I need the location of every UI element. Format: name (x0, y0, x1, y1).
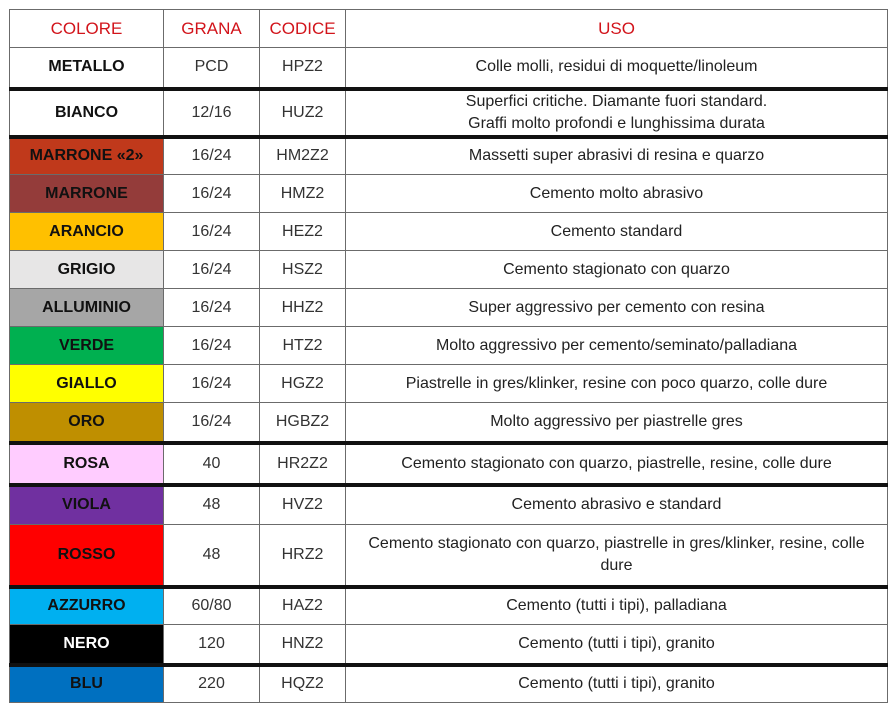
table-row (10, 175, 888, 213)
code-cell: HSZ2 (260, 251, 346, 289)
use-cell: Molto aggressivo per piastrelle gres (346, 403, 888, 443)
color-cell: VERDE (10, 327, 164, 365)
use-cell: Cemento stagionato con quarzo, piastrelle, resine, colle dure (346, 443, 888, 485)
code-cell: HTZ2 (260, 327, 346, 365)
table-row (10, 48, 888, 89)
code-cell: HAZ2 (260, 587, 346, 625)
color-cell: MARRONE «2» (10, 137, 164, 175)
color-cell: AZZURRO (10, 587, 164, 625)
table-row (10, 89, 888, 137)
use-cell: Massetti super abrasivi di resina e quarzo (346, 137, 888, 175)
use-cell: Colle molli, residui di moquette/linoleum (346, 48, 888, 89)
use-cell: Cemento molto abrasivo (346, 175, 888, 213)
color-cell: GRIGIO (10, 251, 164, 289)
code-cell: HQZ2 (260, 665, 346, 703)
code-cell: HVZ2 (260, 485, 346, 525)
table-row (10, 525, 888, 587)
use-line-1: Superfici critiche. Diamante fuori standard. (465, 92, 768, 110)
grit-cell: 12/16 (164, 89, 260, 137)
color-cell: MARRONE (10, 175, 164, 213)
use-line-2: Graffi molto profondi e lunghissima durata (468, 114, 765, 132)
use-cell: Cemento standard (346, 213, 888, 251)
color-cell: BIANCO (10, 89, 164, 137)
table-row (10, 251, 888, 289)
grit-cell: PCD (164, 48, 260, 89)
use-cell: Molto aggressivo per cemento/seminato/palladiana (346, 327, 888, 365)
header-uso: USO (346, 10, 888, 48)
grit-cell: 16/24 (164, 365, 260, 403)
header-colore: COLORE (10, 10, 164, 48)
grit-cell: 48 (164, 525, 260, 587)
table-row (10, 213, 888, 251)
code-cell: HNZ2 (260, 625, 346, 665)
grit-cell: 120 (164, 625, 260, 665)
use-cell: Cemento stagionato con quarzo (346, 251, 888, 289)
code-cell: HUZ2 (260, 89, 346, 137)
grit-cell: 16/24 (164, 403, 260, 443)
grit-cell: 40 (164, 443, 260, 485)
use-cell: Cemento (tutti i tipi), granito (346, 665, 888, 703)
grit-cell: 16/24 (164, 289, 260, 327)
code-cell: HM2Z2 (260, 137, 346, 175)
code-cell: HHZ2 (260, 289, 346, 327)
table-row (10, 587, 888, 625)
abrasive-color-table (9, 9, 888, 703)
table-row (10, 485, 888, 525)
grit-cell: 48 (164, 485, 260, 525)
color-cell: ALLUMINIO (10, 289, 164, 327)
use-cell (346, 89, 888, 137)
use-cell: Piastrelle in gres/klinker, resine con poco quarzo, colle dure (346, 365, 888, 403)
table-row (10, 327, 888, 365)
use-cell: Cemento abrasivo e standard (346, 485, 888, 525)
use-cell (346, 525, 888, 587)
table-row (10, 403, 888, 443)
code-cell: HPZ2 (260, 48, 346, 89)
grit-cell: 16/24 (164, 213, 260, 251)
color-cell: ARANCIO (10, 213, 164, 251)
table-row (10, 443, 888, 485)
code-cell: HR2Z2 (260, 443, 346, 485)
code-cell: HGZ2 (260, 365, 346, 403)
header-codice: CODICE (260, 10, 346, 48)
color-cell: GIALLO (10, 365, 164, 403)
use-cell: Super aggressivo per cemento con resina (346, 289, 888, 327)
table-row (10, 665, 888, 703)
grit-cell: 16/24 (164, 175, 260, 213)
grit-cell: 60/80 (164, 587, 260, 625)
use-line-2: dure (600, 556, 633, 574)
use-cell: Cemento (tutti i tipi), granito (346, 625, 888, 665)
color-cell: NERO (10, 625, 164, 665)
code-cell: HMZ2 (260, 175, 346, 213)
color-cell: ROSSO (10, 525, 164, 587)
color-cell: BLU (10, 665, 164, 703)
table-row (10, 289, 888, 327)
use-line-1: Cemento stagionato con quarzo, piastrelle in gres/klinker, resine, colle (368, 534, 865, 552)
color-cell: METALLO (10, 48, 164, 89)
table-row (10, 137, 888, 175)
header-row (10, 10, 888, 48)
header-grana: GRANA (164, 10, 260, 48)
grit-cell: 16/24 (164, 137, 260, 175)
table-row (10, 365, 888, 403)
grit-cell: 16/24 (164, 327, 260, 365)
grit-cell: 16/24 (164, 251, 260, 289)
color-cell: ORO (10, 403, 164, 443)
code-cell: HGBZ2 (260, 403, 346, 443)
code-cell: HRZ2 (260, 525, 346, 587)
use-cell: Cemento (tutti i tipi), palladiana (346, 587, 888, 625)
color-cell: ROSA (10, 443, 164, 485)
code-cell: HEZ2 (260, 213, 346, 251)
table-row (10, 625, 888, 665)
color-cell: VIOLA (10, 485, 164, 525)
grit-cell: 220 (164, 665, 260, 703)
